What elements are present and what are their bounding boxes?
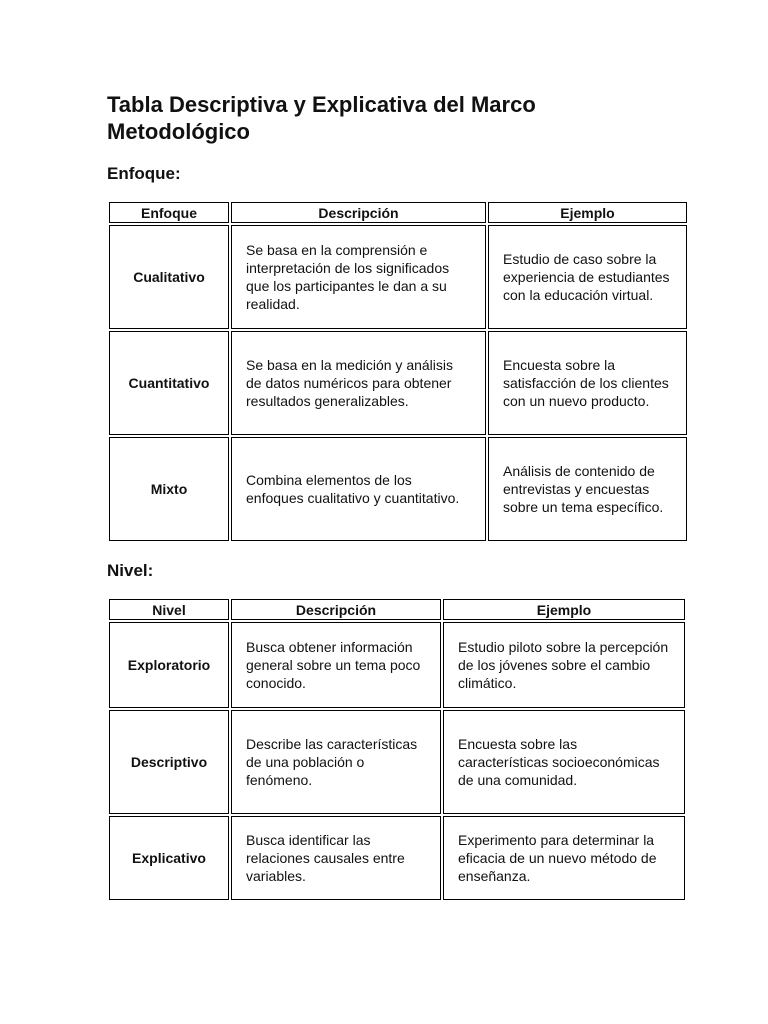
page-title: Tabla Descriptiva y Explicativa del Marco Metodológico (107, 92, 536, 144)
example-cell: Análisis de contenido de entrevistas y encuestas sobre un tema específico. (488, 437, 687, 541)
row-label-descriptivo: Descriptivo (109, 710, 229, 814)
table-header-row (109, 599, 685, 620)
example-cell: Encuesta sobre las características socioeconómicas de una comunidad. (443, 710, 685, 814)
row-label-exploratorio: Exploratorio (109, 622, 229, 708)
description-cell: Se basa en la medición y análisis de datos numéricos para obtener resultados generalizables. (231, 331, 486, 435)
table-row (109, 816, 685, 900)
description-cell: Se basa en la comprensión e interpretación de los significados que los participantes le dan a su realidad. (231, 225, 486, 329)
example-cell: Estudio de caso sobre la experiencia de estudiantes con la educación virtual. (488, 225, 687, 329)
example-cell: Encuesta sobre la satisfacción de los clientes con un nuevo producto. (488, 331, 687, 435)
row-label-cualitativo: Cualitativo (109, 225, 229, 329)
section-heading-enfoque: Enfoque: (107, 164, 181, 183)
table-header-row (109, 202, 687, 223)
enfoque-table (107, 200, 689, 543)
description-cell: Busca identificar las relaciones causales entre variables. (231, 816, 441, 900)
nivel-table (107, 597, 687, 902)
table-row (109, 710, 685, 814)
example-cell: Experimento para determinar la eficacia de un nuevo método de enseñanza. (443, 816, 685, 900)
column-header-enfoque: Enfoque (109, 202, 229, 223)
row-label-mixto: Mixto (109, 437, 229, 541)
column-header-descripcion: Descripción (231, 599, 441, 620)
description-cell: Combina elementos de los enfoques cualitativo y cuantitativo. (231, 437, 486, 541)
column-header-ejemplo: Ejemplo (443, 599, 685, 620)
section-heading-nivel: Nivel: (107, 561, 154, 580)
table-row (109, 622, 685, 708)
example-cell: Estudio piloto sobre la percepción de los jóvenes sobre el cambio climático. (443, 622, 685, 708)
column-header-ejemplo: Ejemplo (488, 202, 687, 223)
description-cell: Busca obtener información general sobre un tema poco conocido. (231, 622, 441, 708)
row-label-cuantitativo: Cuantitativo (109, 331, 229, 435)
column-header-descripcion: Descripción (231, 202, 486, 223)
column-header-nivel: Nivel (109, 599, 229, 620)
description-cell: Describe las características de una población o fenómeno. (231, 710, 441, 814)
row-label-explicativo: Explicativo (109, 816, 229, 900)
table-row (109, 437, 687, 541)
table-row (109, 225, 687, 329)
table-row (109, 331, 687, 435)
